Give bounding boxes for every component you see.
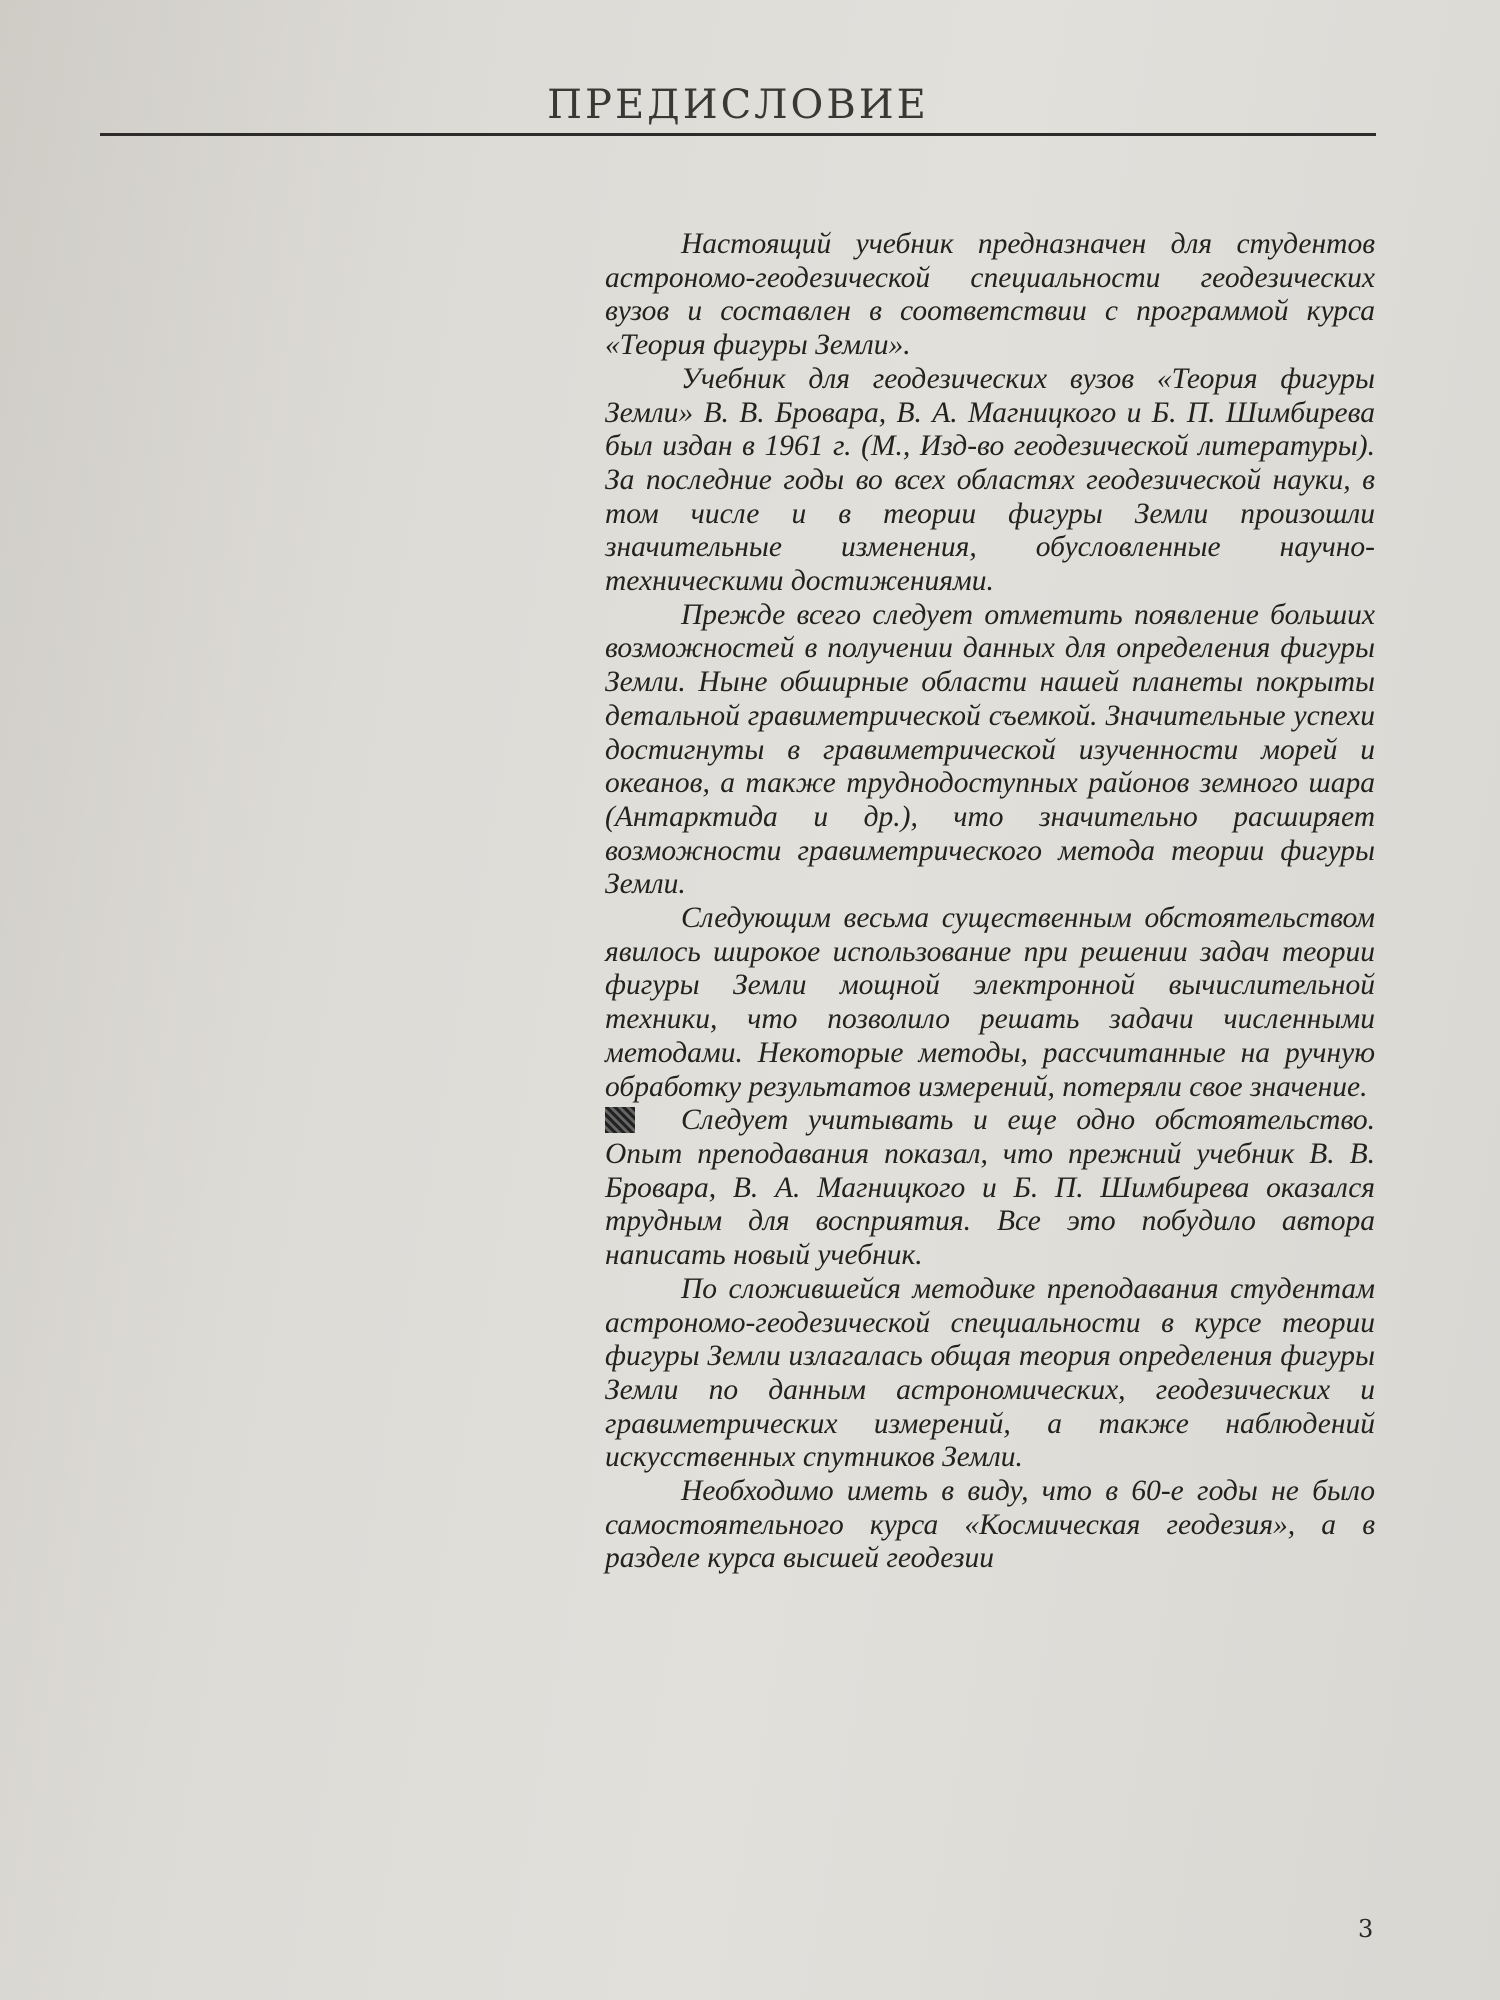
paragraph-5-text: Следует учитывать и еще одно обстоятельство. Опыт преподавания показал, что прежний учебник В. В. Бровара, В. А. Магницкого и Б. П. Шимбирева оказался трудным для восприятия. Все это побудило автора написать новый учебник. bbox=[605, 1104, 1375, 1272]
paragraph-3: Прежде всего следует отметить появление больших возможностей в получении данных для определения фигуры Земли. Ныне обширные области нашей планеты покрыты детальной гравиметрической съемкой. Значительные успехи достигнуты в гравиметрической изученности морей и океанов, а также труднодоступных районов земного шара (Антарктида и др.), что значительно расширяет возможности гравиметрического метода теории фигуры Земли. bbox=[605, 598, 1375, 901]
paragraph-7: Необходимо иметь в виду, что в 60-е годы не было самостоятельного курса «Космическая геодезия», а в разделе курса высшей геодезии bbox=[605, 1475, 1375, 1575]
paragraph-5 bbox=[605, 1104, 1375, 1273]
paragraph-1: Настоящий учебник предназначен для студентов астрономо-геодезической специальности геодезических вузов и составлен в соответствии с программой курса «Теория фигуры Земли». bbox=[605, 228, 1375, 362]
paragraph-2: Учебник для геодезических вузов «Теория фигуры Земли» В. В. Бровара, В. А. Магницкого и Б. П. Шимбирева был издан в 1961 г. (М., Изд-во геодезической литературы). За последние годы во всех областях геодезической науки, в том числе и в теории фигуры Земли произошли значительные изменения, обусловленные научно-техническими достижениями. bbox=[605, 362, 1375, 598]
page-heading: ПРЕДИСЛОВИЕ bbox=[547, 82, 929, 128]
page-number: 3 bbox=[1358, 1915, 1374, 1943]
heading-rule bbox=[100, 133, 1376, 136]
ink-mark-icon bbox=[605, 1107, 635, 1133]
paragraph-4: Следующим весьма существенным обстоятельством явилось широкое использование при решении задач теории фигуры Земли мощной электронной вычислительной техники, что позволило решать задачи численными методами. Некоторые методы, рассчитанные на ручную обработку результатов измерений, потеряли свое значение. bbox=[605, 902, 1375, 1103]
paragraph-6: По сложившейся методике преподавания студентам астрономо-геодезической специальности в курсе теории фигуры Земли излагалась общая теория определения фигуры Земли по данным астрономических, геодезических и гравиметрических измерений, а также наблюдений искусственных спутников Земли. bbox=[605, 1272, 1375, 1474]
preface-body bbox=[605, 228, 1375, 1576]
